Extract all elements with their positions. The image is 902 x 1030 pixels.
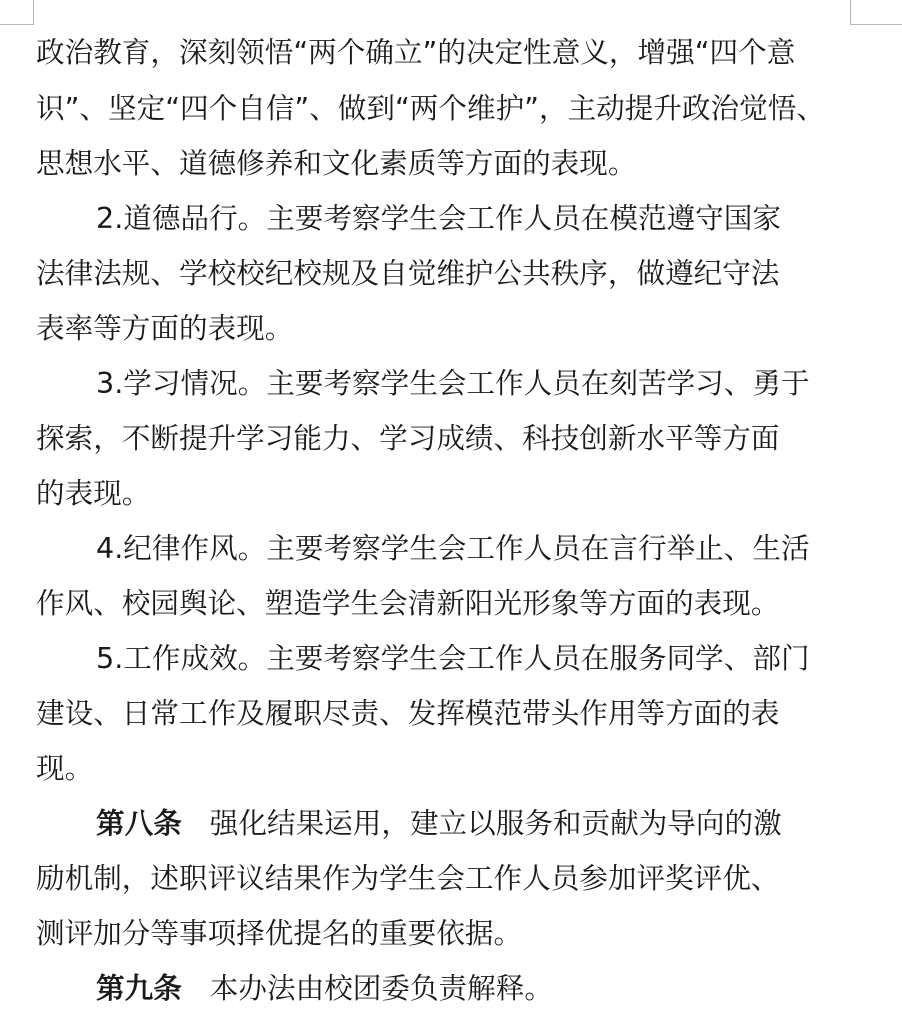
article-8-text: 强化结果运用，建立以服务和贡献为导向的激 — [209, 806, 782, 840]
article-9-line — [96, 968, 553, 1008]
paragraph-line: 测评加分等事项择优提名的重要依据。 — [36, 916, 523, 950]
paragraph-line: 表率等方面的表现。 — [36, 311, 294, 345]
paragraph-line: 作风、校园舆论、塑造学生会清新阳光形象等方面的表现。 — [36, 586, 780, 620]
paragraph-line: 的表现。 — [36, 476, 151, 510]
paragraph-line: 励机制，述职评议结果作为学生会工作人员参加评奖评优、 — [36, 861, 780, 895]
paragraph-line: 建设、日常工作及履职尽责、发挥模范带头作用等方面的表 — [36, 696, 780, 730]
top-right-crop-mark — [850, 0, 902, 25]
paragraph-line: 政治教育，深刻领悟“两个确立”的决定性意义，增强“四个意 — [36, 35, 796, 69]
item-4-discipline: 4.纪律作风。主要考察学生会工作人员在言行举止、生活 — [96, 531, 810, 565]
article-9-label: 第九条 — [96, 971, 182, 1005]
paragraph-line: 现。 — [36, 751, 94, 785]
item-5-work-results: 5.工作成效。主要考察学生会工作人员在服务同学、部门 — [96, 641, 810, 675]
article-9-text: 本办法由校团委负责解释。 — [209, 971, 553, 1005]
item-3-study: 3.学习情况。主要考察学生会工作人员在刻苦学习、勇于 — [96, 366, 810, 400]
paragraph-line: 法律法规、学校校纪校规及自觉维护公共秩序，做遵纪守法 — [36, 256, 780, 290]
article-8-label: 第八条 — [96, 806, 182, 840]
top-left-crop-mark — [0, 0, 34, 25]
paragraph-line: 探索，不断提升学习能力、学习成绩、科技创新水平等方面 — [36, 421, 780, 455]
paragraph-line: 思想水平、道德修养和文化素质等方面的表现。 — [36, 146, 637, 180]
paragraph-line: 识”、坚定“四个自信”、做到“两个维护”，主动提升政治觉悟、 — [36, 91, 825, 125]
item-2-moral-conduct: 2.道德品行。主要考察学生会工作人员在模范遵守国家 — [96, 201, 781, 235]
article-8-line — [96, 803, 782, 843]
